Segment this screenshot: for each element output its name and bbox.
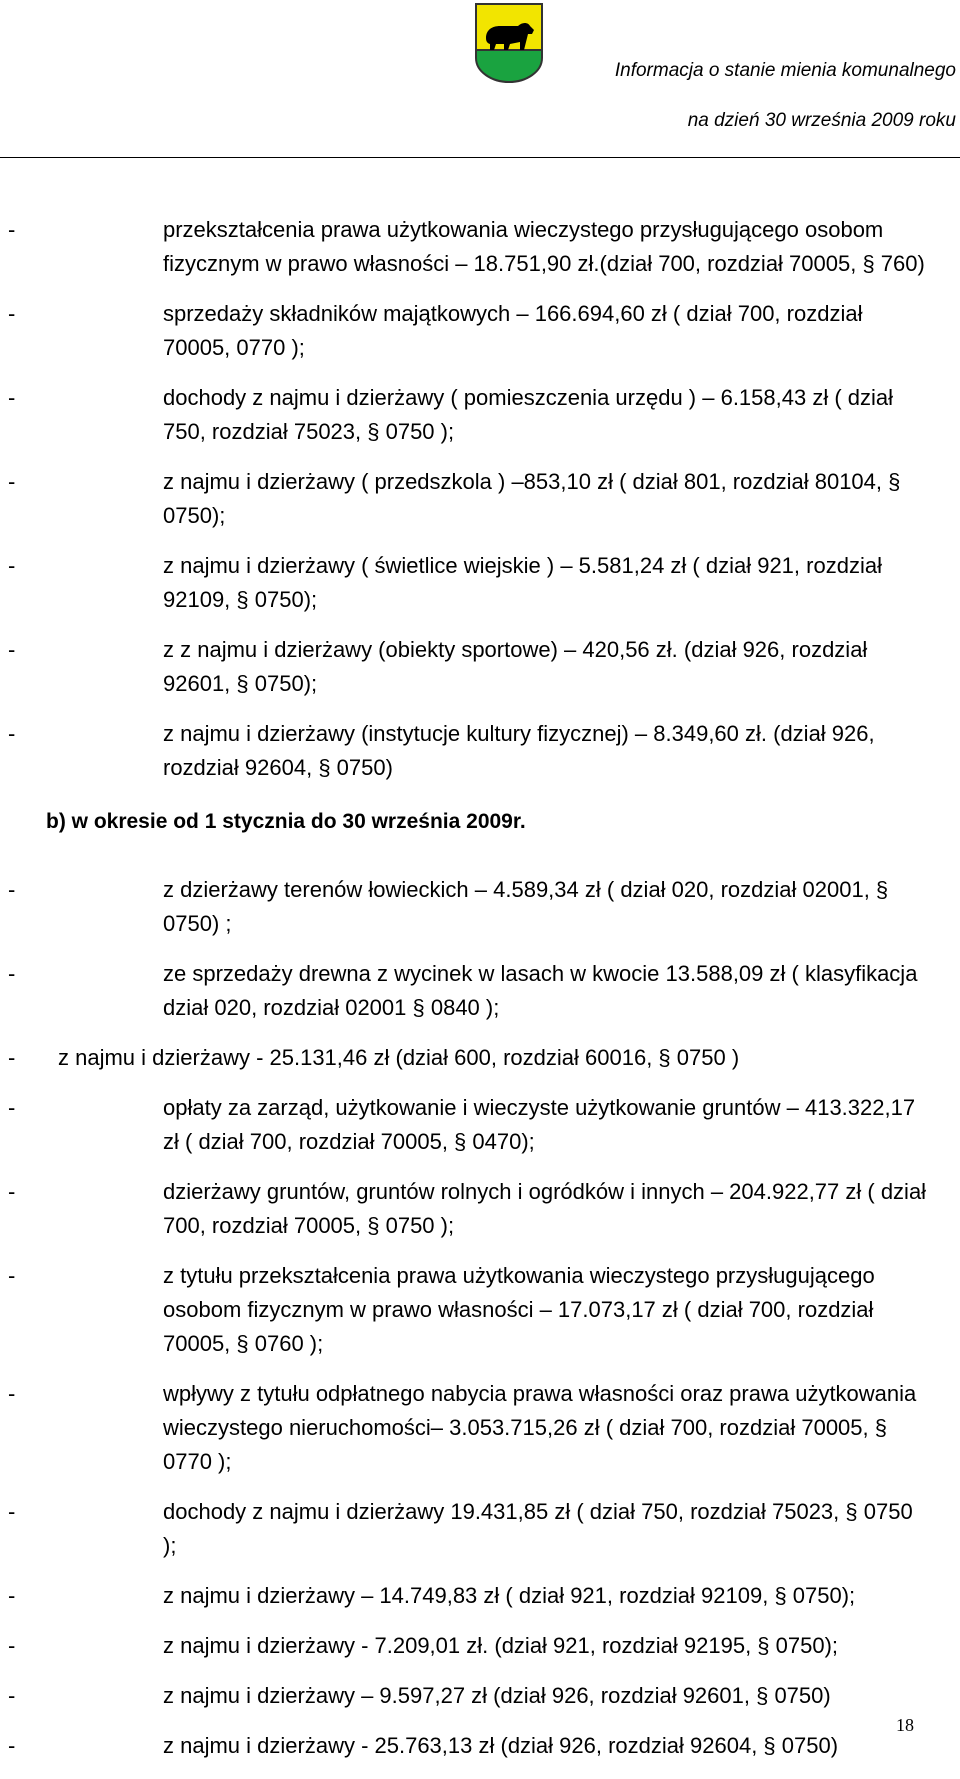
list-dash: -: [8, 961, 16, 986]
list-item-text: wpływy z tytułu odpłatnego nabycia prawa własności oraz prawa użytkowania wieczystego nieruchomości– 3.053.715,26 zł ( dział 700, rozdział 70005, § 0770 );: [163, 1381, 917, 1474]
list-dash: -: [8, 1381, 16, 1406]
list-item-text: z najmu i dzierżawy (instytucje kultury fizycznej) – 8.349,60 zł. (dział 926, rozdział 92604, § 0750): [163, 721, 875, 780]
list-item-text: z z najmu i dzierżawy (obiekty sportowe) – 420,56 zł. (dział 926, rozdział 92601, § 0750);: [163, 637, 868, 696]
header-divider: [0, 157, 960, 158]
list-item-text: dzierżawy gruntów, gruntów rolnych i ogródków i innych – 204.922,77 zł ( dział 700, rozdział 70005, § 0750 );: [163, 1179, 927, 1238]
crest-green-field: [476, 50, 542, 82]
list-item: [8, 1259, 928, 1361]
list-item: [8, 1377, 928, 1479]
list-dash: -: [8, 877, 16, 902]
list-dash: -: [8, 1633, 16, 1658]
list-item: [8, 717, 928, 785]
list-dash: -: [8, 469, 16, 494]
section-b-heading: b) w okresie od 1 stycznia do 30 września 2009r.: [46, 810, 526, 833]
document-date: na dzień 30 września 2009 roku: [687, 110, 956, 131]
list-item: [8, 213, 928, 281]
income-list-a: [8, 213, 928, 785]
list-dash: -: [8, 1263, 16, 1288]
list-dash: -: [8, 1095, 16, 1120]
list-item: [8, 1579, 928, 1613]
page-number: 18: [896, 1715, 914, 1735]
list-dash: -: [8, 1179, 16, 1204]
list-item-text: z najmu i dzierżawy - 7.209,01 zł. (dział 921, rozdział 92195, § 0750);: [163, 1633, 839, 1658]
list-dash: -: [8, 385, 16, 410]
list-item-text: z najmu i dzierżawy ( świetlice wiejskie ) – 5.581,24 zł ( dział 921, rozdział 92109, § 0750);: [163, 553, 882, 612]
list-item: [8, 957, 928, 1025]
list-item-text: z dzierżawy terenów łowieckich – 4.589,34 zł ( dział 020, rozdział 02001, § 0750) ;: [163, 877, 889, 936]
list-item: [8, 1041, 928, 1075]
list-item-text: ze sprzedaży drewna z wycinek w lasach w kwocie 13.588,09 zł ( klasyfikacja dział 020, rozdział 02001 § 0840 );: [163, 961, 918, 1020]
list-item-text: sprzedaży składników majątkowych – 166.694,60 zł ( dział 700, rozdział 70005, 0770 );: [163, 301, 863, 360]
list-item: [8, 465, 928, 533]
list-item: [8, 1091, 928, 1159]
list-dash: -: [8, 1583, 16, 1608]
list-item-text: z tytułu przekształcenia prawa użytkowania wieczystego przysługującego osobom fizycznym w prawo własności – 17.073,17 zł ( dział 700, rozdział 70005, § 0760 );: [163, 1263, 875, 1356]
list-item-text: opłaty za zarząd, użytkowanie i wieczyste użytkowanie gruntów – 413.322,17 zł ( dział 700, rozdział 70005, § 0470);: [163, 1095, 916, 1154]
list-dash: -: [8, 1733, 16, 1758]
list-dash: -: [8, 637, 16, 662]
income-list-b: [8, 873, 928, 1763]
list-item-text: z najmu i dzierżawy – 14.749,83 zł ( dział 921, rozdział 92109, § 0750);: [163, 1583, 856, 1608]
list-item-text: dochody z najmu i dzierżawy 19.431,85 zł ( dział 750, rozdział 75023, § 0750 );: [163, 1499, 913, 1558]
list-item-text: z najmu i dzierżawy ( przedszkola ) –853,10 zł ( dział 801, rozdział 80104, § 0750);: [163, 469, 901, 528]
list-dash: -: [8, 553, 16, 578]
document-body: [8, 213, 928, 1779]
list-dash: -: [8, 721, 16, 746]
coat-of-arms-logo: [474, 2, 544, 84]
list-item-text: z najmu i dzierżawy - 25.763,13 zł (dział 926, rozdział 92604, § 0750): [163, 1733, 839, 1758]
list-dash: -: [8, 1683, 16, 1708]
list-item: [8, 297, 928, 365]
list-item: [8, 381, 928, 449]
list-item: [8, 633, 928, 701]
document-title: Informacja o stanie mienia komunalnego: [614, 60, 956, 81]
list-item: [8, 1175, 928, 1243]
list-item: [8, 1629, 928, 1663]
list-dash: -: [8, 301, 16, 326]
list-item: [8, 1679, 928, 1713]
list-item: [8, 873, 928, 941]
list-item-text: przekształcenia prawa użytkowania wieczystego przysługującego osobom fizycznym w prawo własności – 18.751,90 zł.(dział 700, rozdział 70005, § 760): [163, 217, 925, 276]
list-dash: -: [8, 1499, 16, 1524]
list-item-text: z najmu i dzierżawy – 9.597,27 zł (dział 926, rozdział 92601, § 0750): [163, 1683, 831, 1708]
list-dash: -: [8, 217, 16, 242]
list-item-text: z najmu i dzierżawy - 25.131,46 zł (dział 600, rozdział 60016, § 0750 ): [58, 1045, 740, 1070]
list-item: [8, 1495, 928, 1563]
list-item-text: dochody z najmu i dzierżawy ( pomieszczenia urzędu ) – 6.158,43 zł ( dział 750, rozdział 75023, § 0750 );: [163, 385, 894, 444]
list-item: [8, 1729, 928, 1763]
list-dash: -: [8, 1045, 16, 1070]
list-item: [8, 549, 928, 617]
